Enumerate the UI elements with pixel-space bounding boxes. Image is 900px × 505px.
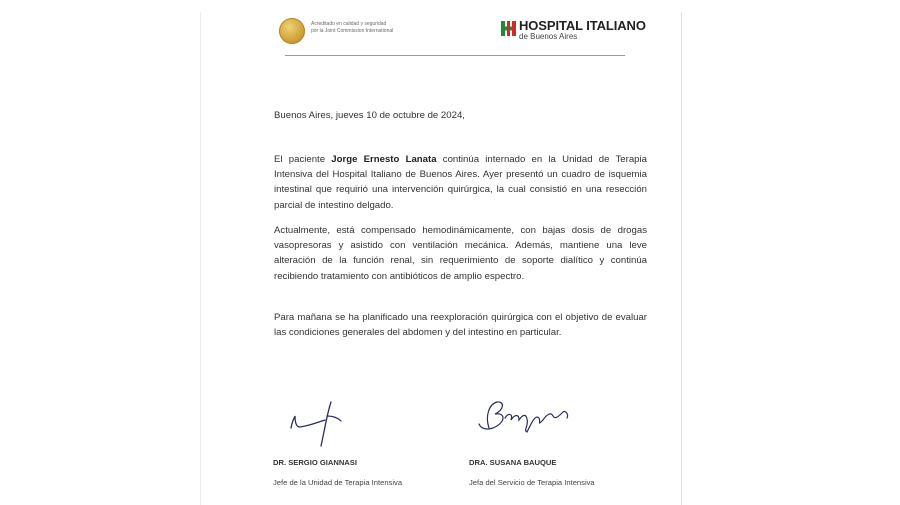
signer-role: Jefe de la Unidad de Terapia Intensiva (273, 478, 403, 487)
paragraph-current-condition: Actualmente, está compensado hemodinámicamente, con bajas dosis de drogas vasopresoras y asistido con ventilación mecánica. Además, mantiene una leve alteración de la función renal, sin requerimiento de soporte dialítico y continúa recibiendo tratamiento con antibióticos de amplio espectro. (274, 225, 647, 282)
signature-giannasi-icon (283, 394, 353, 450)
signer-name: DR. SERGIO GIANNASI (273, 458, 357, 467)
patient-name: Jorge Ernesto Lanata (331, 154, 437, 165)
header-divider (285, 55, 625, 56)
paragraph-text: El paciente (274, 154, 332, 165)
hospital-subtitle: de Buenos Aires (519, 32, 578, 41)
accreditation-text (311, 21, 451, 35)
jci-seal-icon (279, 18, 305, 44)
hospital-cross-logo-icon (501, 21, 516, 36)
letter-page (200, 12, 682, 505)
signature-bauque-icon (471, 392, 581, 442)
paragraph-plan: Para mañana se ha planificado una reexploración quirúrgica con el objetivo de evaluar las condiciones generales del abdomen y del intestino en particular. (274, 312, 647, 339)
hospital-name: HOSPITAL ITALIANO (519, 18, 646, 33)
signer-role: Jefa del Servicio de Terapia Intensiva (469, 478, 595, 487)
paragraph-text: continúa internado en la Unidad de Terapia Intensiva del Hospital Italiano de Buenos Aires. Ayer presentó un cuadro de isquemia intestinal que requirió una intervención quirúrgica, la cual consistió en una resección parcial de intestino delgado. (274, 154, 647, 211)
accreditation-line: Acreditado en calidad y seguridad (311, 21, 387, 27)
paragraph-patient-status (274, 152, 647, 213)
accreditation-line: por la Joint Commission International (311, 28, 394, 34)
date-line: Buenos Aires, jueves 10 de octubre de 2024, (274, 110, 465, 121)
signer-name: DRA. SUSANA BAUQUE (469, 458, 557, 467)
